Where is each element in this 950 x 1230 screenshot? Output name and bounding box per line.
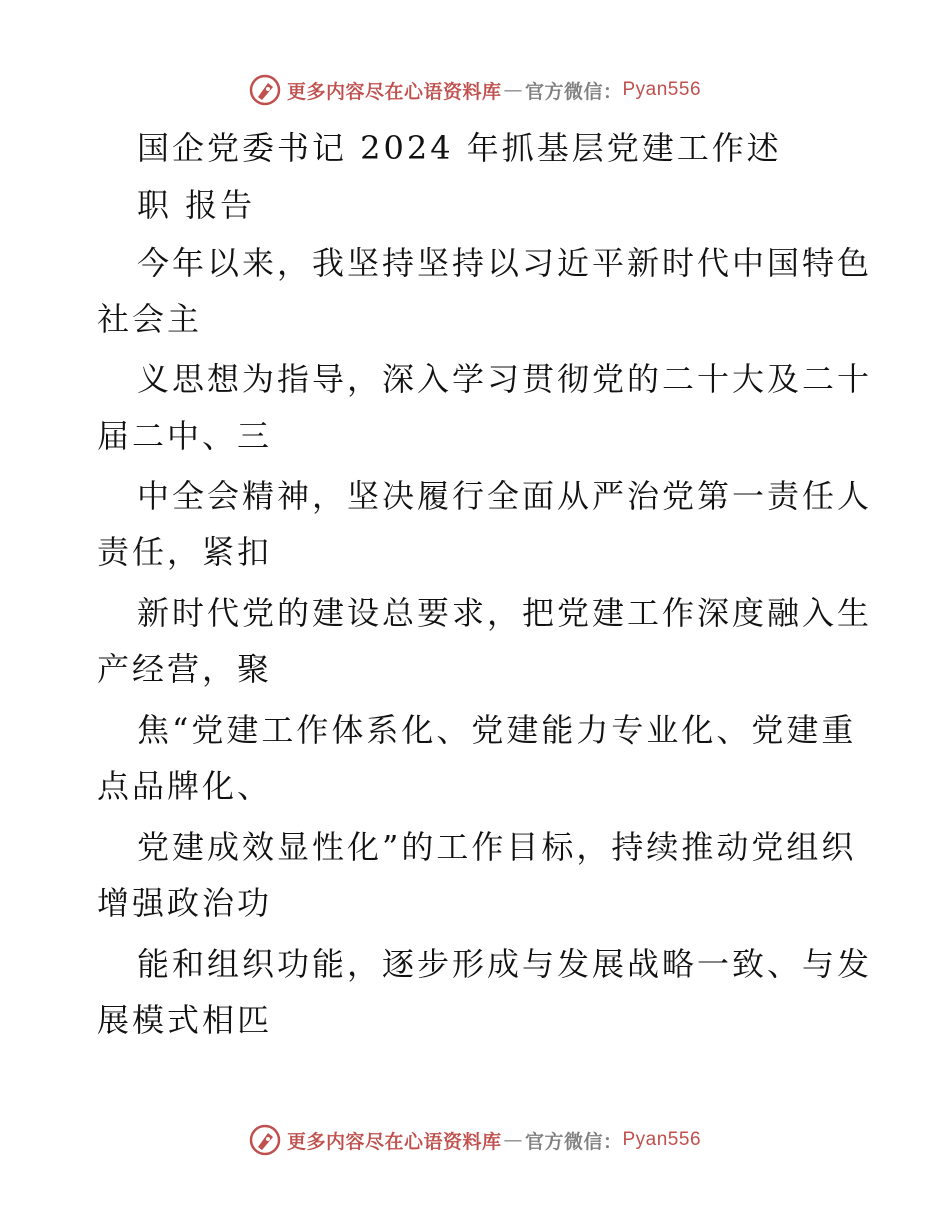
header-watermark-banner — [0, 70, 950, 110]
document-title-line-2: 职 报告 — [137, 186, 256, 224]
footer-watermark-banner — [0, 1120, 950, 1160]
banner-account: Pyan556 — [622, 1129, 702, 1150]
body-line: 党建成效显性化”的工作目标，持续推动党组织 — [137, 828, 857, 866]
pen-nib-logo-icon — [249, 1124, 281, 1156]
body-line: 焦“党建工作体系化、党建能力专业化、党建重 — [137, 711, 857, 749]
body-line: 增强政治功 — [97, 884, 273, 922]
body-line: 新时代党的建设总要求，把党建工作深度融入生 — [137, 594, 873, 632]
body-line: 届二中、三 — [97, 417, 273, 455]
banner-wechat-label: 官方微信： — [524, 1130, 623, 1153]
body-line: 中全会精神，坚决履行全面从严治党第一责任人 — [137, 477, 873, 515]
document-title-line-1: 国企党委书记 2024 年抓基层党建工作述 — [137, 129, 782, 167]
banner-account: Pyan556 — [622, 79, 702, 100]
banner-dash: — — [503, 1129, 523, 1151]
body-line: 责任，紧扣 — [97, 533, 273, 571]
pen-nib-logo-icon — [249, 74, 281, 106]
banner-wechat-label: 官方微信： — [524, 80, 623, 103]
body-line: 产经营，聚 — [97, 650, 273, 688]
banner-main-text: 更多内容尽在心语资料库 — [286, 1130, 502, 1153]
banner-dash: — — [503, 79, 523, 101]
body-line: 能和组织功能，逐步形成与发展战略一致、与发 — [137, 945, 873, 983]
body-line: 展模式相匹 — [97, 1001, 273, 1039]
body-line: 点品牌化、 — [97, 767, 273, 805]
body-line: 社会主 — [97, 300, 203, 338]
banner-main-text: 更多内容尽在心语资料库 — [286, 80, 502, 103]
body-line: 今年以来，我坚持坚持以习近平新时代中国特色 — [137, 244, 873, 282]
body-line: 义思想为指导，深入学习贯彻党的二十大及二十 — [137, 360, 873, 398]
